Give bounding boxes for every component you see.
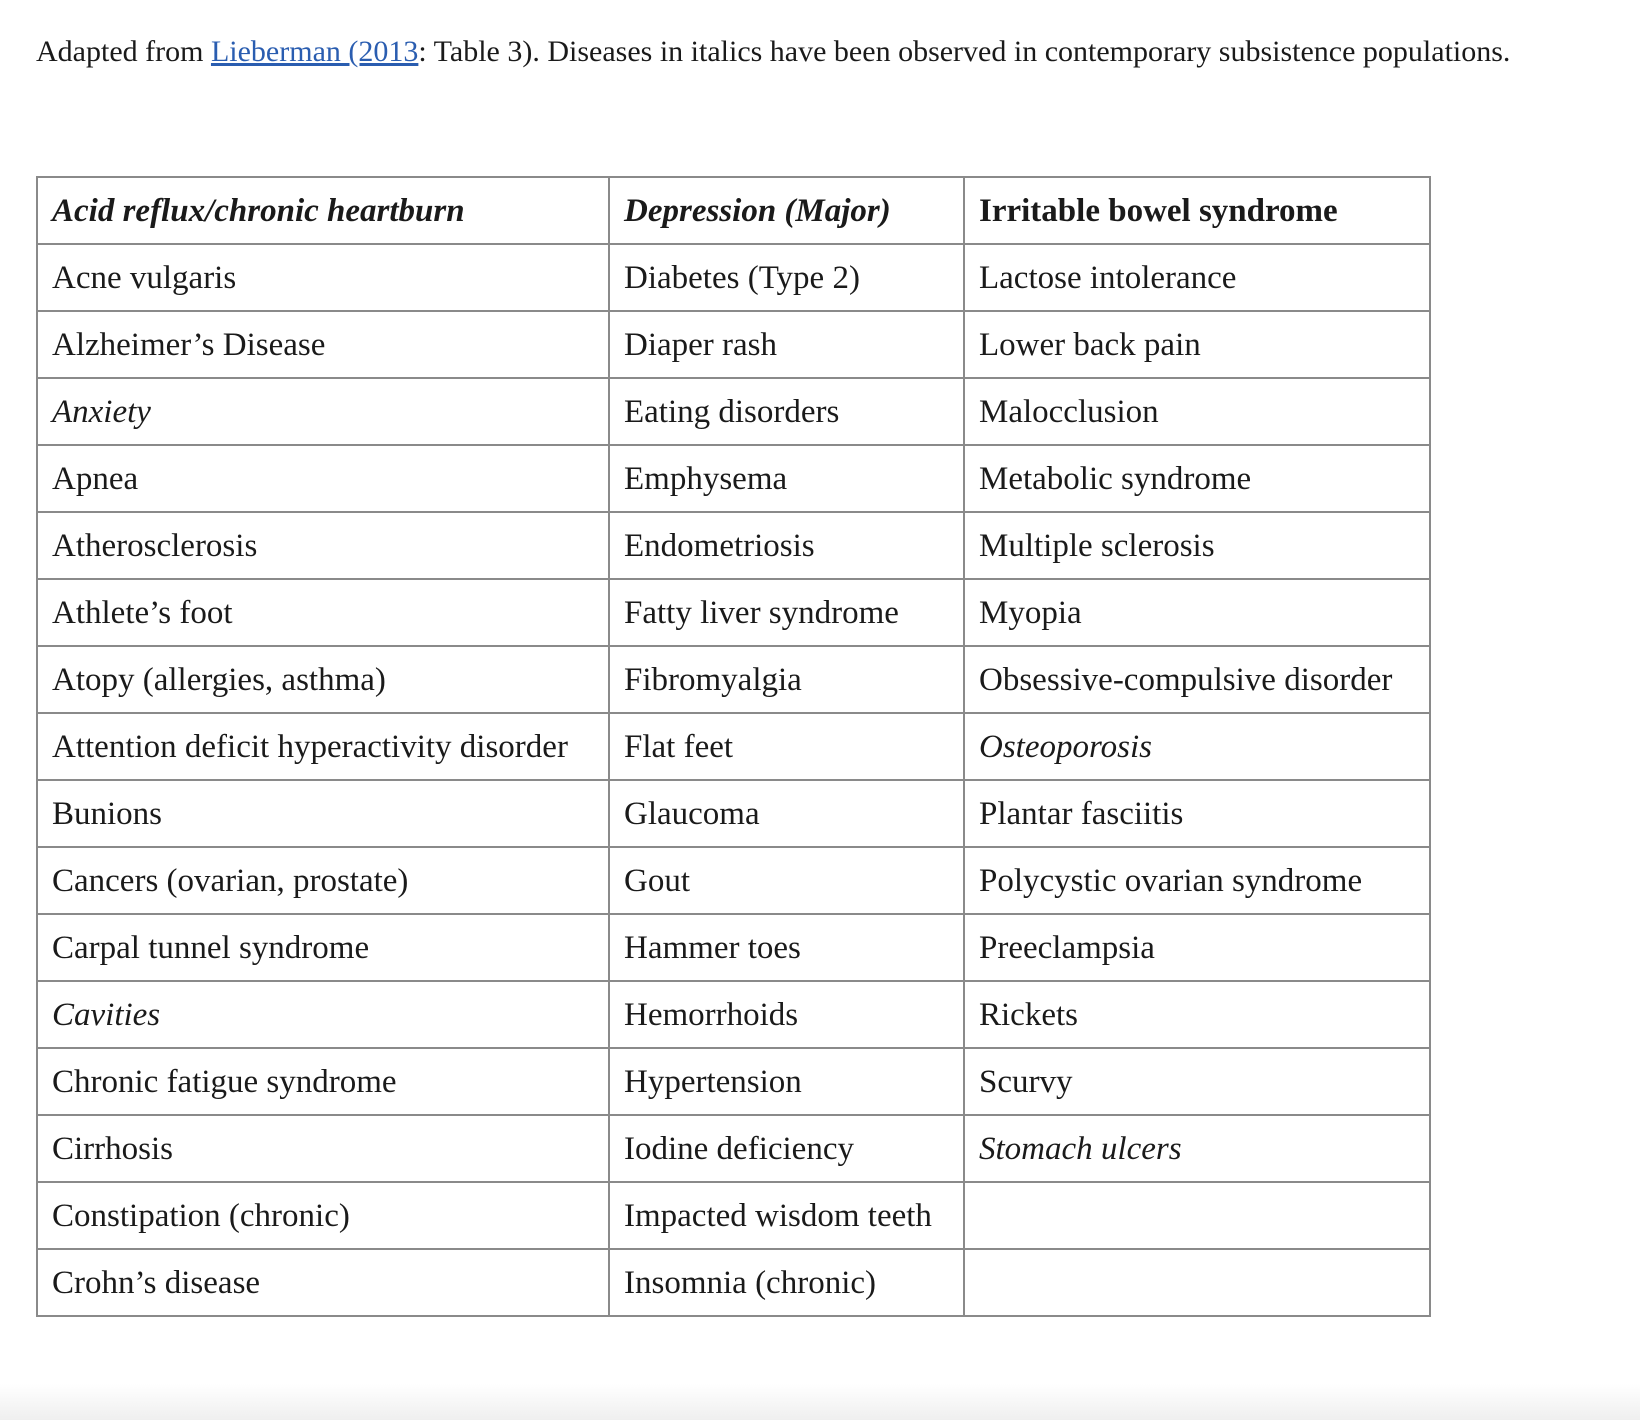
table-cell: Irritable bowel syndrome: [964, 177, 1430, 244]
table-cell: Acid reflux/chronic heartburn: [37, 177, 609, 244]
table-cell: Atopy (allergies, asthma): [37, 646, 609, 713]
table-row: [37, 1048, 1430, 1115]
table-cell: Malocclusion: [964, 378, 1430, 445]
table-cell: Emphysema: [609, 445, 964, 512]
table-cell: Attention deficit hyperactivity disorder: [37, 713, 609, 780]
caption-suffix: : Table 3). Diseases in italics have been observed in contemporary subsistence populations.: [418, 35, 1511, 68]
table-cell: Hemorrhoids: [609, 981, 964, 1048]
citation-link[interactable]: Lieberman (2013: [210, 35, 419, 68]
table-row: [37, 847, 1430, 914]
table-cell: Atherosclerosis: [37, 512, 609, 579]
disease-table-body: [37, 177, 1430, 1316]
table-row: [37, 311, 1430, 378]
table-cell: Metabolic syndrome: [964, 445, 1430, 512]
table-cell: Iodine deficiency: [609, 1115, 964, 1182]
table-cell: Rickets: [964, 981, 1430, 1048]
table-cell: Alzheimer’s Disease: [37, 311, 609, 378]
table-row: [37, 1115, 1430, 1182]
table-cell: Polycystic ovarian syndrome: [964, 847, 1430, 914]
table-row: [37, 914, 1430, 981]
table-cell: Carpal tunnel syndrome: [37, 914, 609, 981]
table-cell: Osteoporosis: [964, 713, 1430, 780]
table-cell: Chronic fatigue syndrome: [37, 1048, 609, 1115]
table-cell: Depression (Major): [609, 177, 964, 244]
table-cell: Myopia: [964, 579, 1430, 646]
table-row: [37, 378, 1430, 445]
caption-prefix: Adapted from: [36, 35, 211, 68]
table-cell: Athlete’s foot: [37, 579, 609, 646]
disease-table: [36, 176, 1431, 1317]
disease-table-container: [36, 176, 1431, 1317]
table-row: [37, 177, 1430, 244]
table-cell: Bunions: [37, 780, 609, 847]
table-row: [37, 713, 1430, 780]
table-cell: Fibromyalgia: [609, 646, 964, 713]
table-row: [37, 981, 1430, 1048]
table-row: [37, 244, 1430, 311]
table-cell: Cirrhosis: [37, 1115, 609, 1182]
table-row: [37, 579, 1430, 646]
table-cell: Diabetes (Type 2): [609, 244, 964, 311]
table-cell: Multiple sclerosis: [964, 512, 1430, 579]
table-row: [37, 445, 1430, 512]
table-cell: Hammer toes: [609, 914, 964, 981]
table-cell: Cancers (ovarian, prostate): [37, 847, 609, 914]
table-row: [37, 646, 1430, 713]
table-cell: Endometriosis: [609, 512, 964, 579]
table-cell: Plantar fasciitis: [964, 780, 1430, 847]
table-cell: Glaucoma: [609, 780, 964, 847]
table-cell: Constipation (chronic): [37, 1182, 609, 1249]
table-cell: Flat feet: [609, 713, 964, 780]
table-cell: Cavities: [37, 981, 609, 1048]
table-cell: Fatty liver syndrome: [609, 579, 964, 646]
table-cell: Anxiety: [37, 378, 609, 445]
table-caption: [36, 30, 1616, 74]
table-row: [37, 1182, 1430, 1249]
table-cell: Apnea: [37, 445, 609, 512]
table-cell: Insomnia (chronic): [609, 1249, 964, 1316]
table-row: [37, 1249, 1430, 1316]
table-cell: Obsessive-compulsive disorder: [964, 646, 1430, 713]
table-cell: Stomach ulcers: [964, 1115, 1430, 1182]
table-cell: Acne vulgaris: [37, 244, 609, 311]
table-row: [37, 780, 1430, 847]
table-cell: Impacted wisdom teeth: [609, 1182, 964, 1249]
table-cell: Eating disorders: [609, 378, 964, 445]
table-cell: Gout: [609, 847, 964, 914]
table-cell: Lactose intolerance: [964, 244, 1430, 311]
table-cell: Lower back pain: [964, 311, 1430, 378]
table-row: [37, 512, 1430, 579]
bottom-edge-shade: [0, 1384, 1640, 1420]
table-cell: [964, 1182, 1430, 1249]
table-cell: Crohn’s disease: [37, 1249, 609, 1316]
table-cell: Scurvy: [964, 1048, 1430, 1115]
table-cell: [964, 1249, 1430, 1316]
table-cell: Hypertension: [609, 1048, 964, 1115]
table-cell: Diaper rash: [609, 311, 964, 378]
table-cell: Preeclampsia: [964, 914, 1430, 981]
